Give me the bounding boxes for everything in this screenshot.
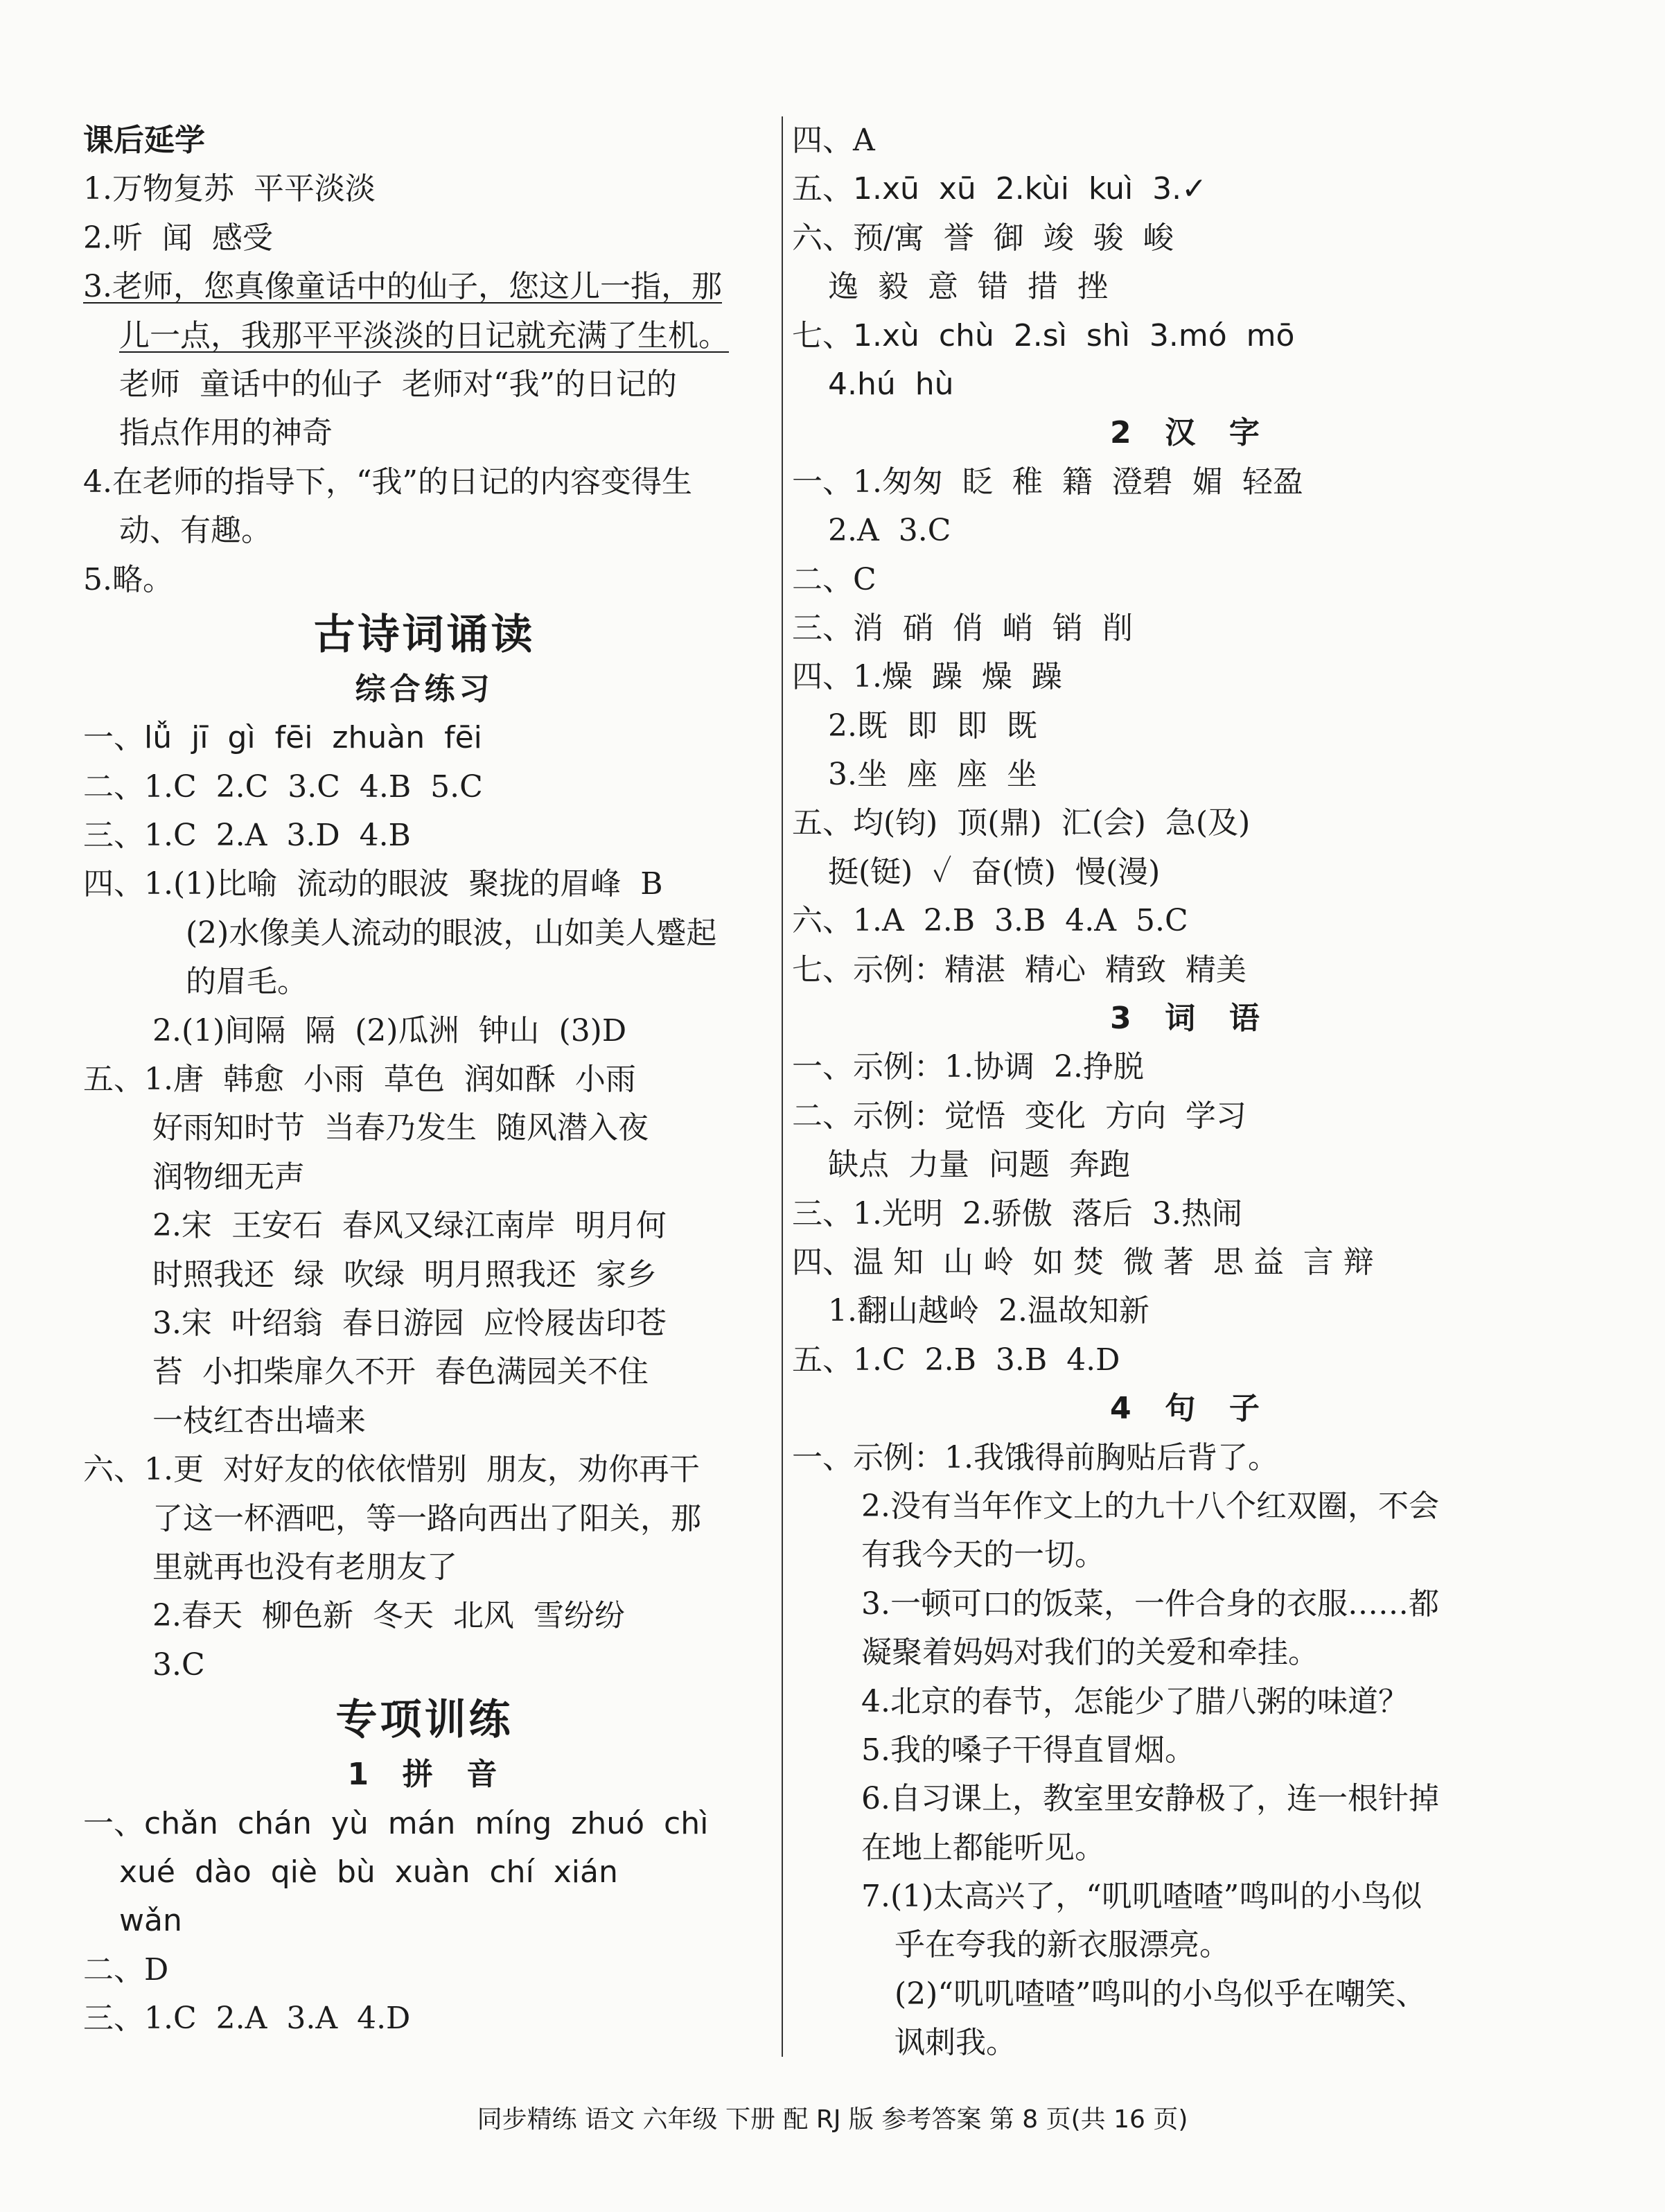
answer-line: 2.A 3.C: [828, 513, 951, 549]
answer-line: 五、1.唐 韩愈 小雨 草色 润如酥 小雨: [83, 1062, 636, 1098]
answer-line: 里就再也没有老朋友了: [152, 1549, 457, 1585]
answer-line: 一枝红杏出墙来: [152, 1403, 366, 1439]
answer-line: 7.(1)太高兴了，“叽叽喳喳”鸣叫的小鸟似: [861, 1879, 1422, 1915]
answer-line: 五、1.C 2.B 3.B 4.D: [792, 1342, 1120, 1378]
answer-line: 逸 毅 意 错 措 挫: [828, 269, 1108, 305]
answer-line: 4.hú hù: [828, 366, 954, 402]
column-divider: [782, 116, 783, 2057]
answer-line: 1.万物复苏 平平淡淡: [83, 171, 376, 207]
answer-line: 4.在老师的指导下，“我”的日记的内容变得生: [83, 464, 692, 500]
answer-line: 乎在夸我的新衣服漂亮。: [895, 1927, 1230, 1963]
page-footer: 同步精练 语文 六年级 下册 配 RJ 版 参考答案 第 8 页(共 16 页): [477, 2105, 1188, 2134]
answer-line: 二、示例：觉悟 变化 方向 学习: [792, 1098, 1246, 1134]
answer-line: 在地上都能听见。: [861, 1829, 1105, 1866]
answer-line: 六、1.更 对好友的依依惜别 朋友，劝你再干: [83, 1452, 700, 1488]
section-heading: 1 拼 音: [347, 1757, 502, 1793]
answer-line: wǎn: [119, 1903, 182, 1939]
answer-line: 2.既 即 即 既: [828, 708, 1037, 744]
answer-line: 3.宋 叶绍翁 春日游园 应怜屐齿印苍: [152, 1305, 667, 1341]
right-column: [792, 116, 1582, 2068]
answer-line: 四、A: [792, 123, 875, 158]
section-heading: 4 句 子: [1110, 1391, 1264, 1427]
answer-line: 3.一顿可口的饭菜，一件合身的衣服……都: [861, 1586, 1439, 1622]
answer-line: 3.老师，您真像童话中的仙子，您这儿一指，那: [83, 269, 722, 305]
answer-line: 5.略。: [83, 561, 173, 597]
answer-line: 2.春天 柳色新 冬天 北风 雪纷纷: [152, 1598, 625, 1634]
answer-line: 缺点 力量 问题 奔跑: [828, 1147, 1130, 1183]
answer-line: 四、1.(1)比喻 流动的眼波 聚拢的眉峰 B: [83, 866, 663, 902]
section-heading: 综合练习: [355, 671, 494, 707]
answer-line: 七、示例：精湛 精心 精致 精美: [792, 951, 1246, 988]
answer-line: (2)水像美人流动的眼波，山如美人蹙起: [186, 915, 717, 951]
answer-line: 四、1.燥 躁 燥 躁: [792, 659, 1062, 695]
section-heading: 3 词 语: [1110, 1001, 1264, 1037]
answer-line: 5.我的嗓子干得直冒烟。: [861, 1732, 1195, 1768]
answer-line: (2)“叽叽喳喳”鸣叫的小鸟似乎在嘲笑、: [895, 1976, 1427, 2012]
answer-line: 三、消 硝 俏 峭 销 削: [792, 610, 1133, 646]
answer-line: 3.坐 座 座 坐: [828, 757, 1037, 793]
answer-line: 二、1.C 2.C 3.C 4.B 5.C: [83, 769, 483, 805]
answer-line: 时照我还 绿 吹绿 明月照我还 家乡: [152, 1256, 657, 1292]
answer-line: 凝聚着妈妈对我们的关爱和牵挂。: [861, 1635, 1319, 1671]
answer-line: 讽刺我。: [895, 2025, 1016, 2061]
answer-line: 五、均(钧) 顶(鼎) 汇(会) 急(及): [792, 805, 1251, 841]
answer-line: xué dào qiè bù xuàn chí xián: [119, 1854, 618, 1890]
answer-line: 老师 童话中的仙子 老师对“我”的日记的: [119, 366, 677, 402]
answer-line: 有我今天的一切。: [861, 1537, 1105, 1573]
answer-line: 六、预/寓 誉 御 竣 骏 峻: [792, 220, 1174, 256]
answer-line: 3.C: [152, 1647, 205, 1683]
answer-line: 四、温 知 山 岭 如 焚 微 著 思 益 言 辩: [792, 1244, 1374, 1280]
answer-line: 一、示例：1.我饿得前胸贴后背了。: [792, 1439, 1278, 1475]
section-heading: 古诗词诵读: [313, 610, 536, 659]
answer-line: 五、1.xū xū 2.kùi kuì 3.✓: [792, 171, 1208, 207]
answer-line: 6.自习课上，教室里安静极了，连一根针掉: [861, 1781, 1439, 1817]
answer-line: 2.没有当年作文上的九十八个红双圈，不会: [861, 1488, 1439, 1524]
answer-line: 六、1.A 2.B 3.B 4.A 5.C: [792, 903, 1188, 939]
answer-line: 三、1.C 2.A 3.D 4.B: [83, 818, 411, 854]
answer-line: 二、D: [83, 1951, 169, 1987]
answer-line: 三、1.C 2.A 3.A 4.D: [83, 2001, 411, 2037]
answer-line: 润物细无声: [152, 1159, 305, 1195]
answer-line: 一、1.匆匆 眨 稚 籍 澄碧 媚 轻盈: [792, 464, 1303, 500]
answer-line: 了这一杯酒吧，等一路向西出了阳关，那: [152, 1500, 701, 1536]
answer-line: 2.(1)间隔 隔 (2)瓜洲 钟山 (3)D: [152, 1012, 627, 1048]
answer-line: 2.宋 王安石 春风又绿江南岸 明月何: [152, 1208, 667, 1244]
answer-line: 好雨知时节 当春乃发生 随风潜入夜: [152, 1110, 649, 1146]
section-heading: 专项训练: [335, 1696, 513, 1745]
answer-line: 的眉毛。: [186, 964, 308, 1000]
section-heading: 2 汉 字: [1110, 415, 1264, 451]
left-column: [83, 116, 766, 2043]
answer-line: 三、1.光明 2.骄傲 落后 3.热闹: [792, 1195, 1242, 1231]
answer-line: 4.北京的春节，怎能少了腊八粥的味道？: [861, 1683, 1409, 1719]
answer-line: 一、lǚ jī gì fēi zhuàn fēi: [83, 720, 482, 756]
answer-line: 动、有趣。: [119, 513, 272, 549]
answer-line: 挺(铤) ✓ 奋(愤) 慢(漫): [828, 854, 1161, 890]
answer-line: 指点作用的神奇: [119, 415, 333, 451]
answer-line: 二、C: [792, 561, 876, 597]
answer-line: 苔 小扣柴扉久不开 春色满园关不住: [152, 1354, 649, 1390]
answer-line: 七、1.xù chù 2.sì shì 3.mó mō: [792, 317, 1295, 353]
answer-line: 儿一点，我那平平淡淡的日记就充满了生机。: [119, 317, 729, 353]
answer-line: 课后延学: [83, 123, 205, 158]
answer-line: 一、示例：1.协调 2.挣脱: [792, 1049, 1144, 1085]
answer-line: 1.翻山越岭 2.温故知新: [828, 1293, 1149, 1329]
answer-line: 2.听 闻 感受: [83, 220, 273, 256]
answer-line: 一、chǎn chán yù mán míng zhuó chì: [83, 1805, 709, 1841]
